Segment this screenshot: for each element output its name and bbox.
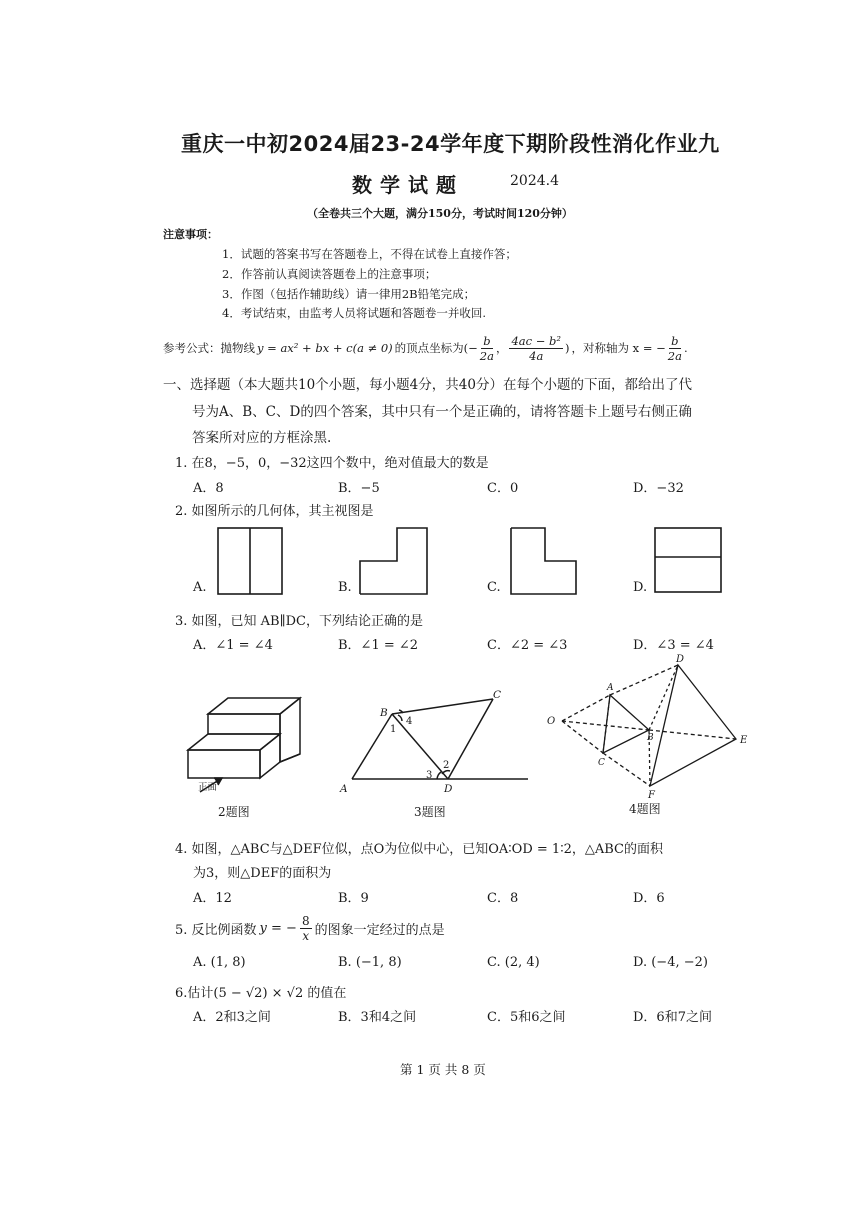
q2-option-b: B. [338, 580, 352, 595]
q5-option-d: D. (−4, −2) [633, 955, 708, 970]
comma: ， [495, 341, 508, 355]
denominator: 2a [479, 348, 494, 363]
q5-suffix: 的图象一定经过的点是 [314, 922, 445, 938]
period: . [683, 341, 688, 355]
vertex-open: (− [463, 341, 478, 355]
fig4-label-d: D [676, 654, 685, 665]
question-1-stem: 1. 在8，−5，0，−32这四个数中，绝对值最大的数是 [175, 456, 489, 471]
question-3-stem: 3. 如图，已知 AB∥DC，下列结论正确的是 [175, 614, 423, 629]
denominator: 2a [667, 348, 682, 363]
denominator: 4a [529, 348, 544, 363]
q6-option-c: C．5和6之间 [487, 1010, 566, 1025]
view-a [218, 528, 282, 594]
section-heading: 一、选择题（本大题共10个小题，每小题4分，共40分）在每个小题的下面，都给出了代 [163, 377, 692, 393]
question-4-line1: 4. 如图，△ABC与△DEF位似，点O为位似中心，已知OA∶OD = 1∶2，△ABC的面积 [175, 842, 663, 857]
numerator: b [671, 333, 679, 348]
fig3-angle-3: 3 [426, 770, 433, 781]
exam-info: （全卷共三个大题，满分150分，考试时间120分钟） [307, 207, 573, 220]
q1-option-b: B．−5 [338, 481, 380, 496]
fig4-label-c: C [598, 758, 605, 768]
note-item: 3．作图（包括作辅助线）请一律用2B铅笔完成； [222, 287, 476, 301]
note-item: 1．试题的答案书写在答题卷上，不得在试卷上直接作答； [222, 247, 517, 261]
note-item: 4．考试结束，由监考人员将试题和答题卷一并收回. [222, 306, 486, 320]
formula-equation: y = ax² + bx + c(a ≠ 0) [257, 341, 393, 355]
fig4-label-a: A [607, 683, 614, 693]
q2-option-d: D. [633, 580, 648, 595]
note-item: 2．作答前认真阅读答题卷上的注意事项； [222, 267, 437, 281]
formula-line [163, 330, 688, 366]
q5-option-b: B. (−1, 8) [338, 955, 402, 970]
q3-option-a: A．∠1 = ∠4 [193, 638, 273, 653]
fraction-b-2a [480, 334, 494, 363]
q3-option-c: C．∠2 = ∠3 [487, 638, 568, 653]
fig3-label-a: A [340, 783, 348, 795]
axis-text: ，对称轴为 x = − [571, 341, 666, 355]
q2-option-c: C. [487, 580, 501, 595]
q4-option-b: B．9 [338, 891, 369, 906]
exam-date: 2024.4 [510, 173, 559, 189]
question-2-stem: 2. 如图所示的几何体，其主视图是 [175, 504, 374, 519]
exam-subject: 数学试题 [352, 173, 464, 197]
page-title: 重庆一中初2024届23-24学年度下期阶段性消化作业九 [181, 132, 720, 156]
page-number: 第 1 页 共 8 页 [400, 1062, 486, 1077]
fig3-angle-1: 1 [390, 724, 397, 735]
fig3-angle-4: 4 [406, 716, 413, 727]
q5-option-a: A. (1, 8) [193, 955, 246, 970]
section-text: 答案所对应的方框涂黑. [192, 430, 332, 446]
figure-3-caption: 3题图 [414, 805, 446, 819]
notes-heading: 注意事项： [163, 228, 218, 241]
numerator: 8 [301, 913, 310, 928]
q1-option-a: A．8 [193, 481, 224, 496]
section-text: 号为A、B、C、D的四个答案，其中只有一个是正确的，请将答题卡上题号右侧正确 [192, 404, 692, 420]
figure-3-diagram [352, 699, 528, 779]
fig3-label-c: C [493, 689, 502, 701]
fig3-label-d: D [444, 783, 453, 795]
vertex-close: ) [565, 341, 570, 355]
fraction-4ac-b2 [509, 334, 563, 363]
q6-option-b: B．3和4之间 [338, 1010, 417, 1025]
question-6-stem: 6.估计(5 − √2) × √2 的值在 [175, 986, 347, 1001]
fig4-label-b: B [647, 733, 654, 743]
formula-middle: 的顶点坐标为 [394, 341, 464, 355]
q5-fraction [300, 914, 312, 943]
figure-4-caption: 4题图 [629, 802, 661, 816]
fig4-label-f: F [648, 790, 655, 801]
view-c [511, 528, 576, 594]
q4-option-a: A．12 [193, 891, 232, 906]
q6-option-a: A．2和3之间 [193, 1010, 271, 1025]
numerator: b [483, 333, 491, 348]
q3-option-d: D．∠3 = ∠4 [633, 638, 714, 653]
figure-2-solid [188, 698, 300, 792]
figures-row [0, 650, 860, 820]
q3-option-b: B．∠1 = ∠2 [338, 638, 419, 653]
q5-y-eq: y = − [259, 920, 297, 936]
fraction-b-2a-axis [668, 334, 682, 363]
q1-option-d: D．−32 [633, 481, 684, 496]
fig3-label-b: B [380, 707, 388, 719]
q6-option-d: D．6和7之间 [633, 1010, 712, 1025]
q4-option-c: C．8 [487, 891, 519, 906]
q5-prefix: 5. 反比例函数 [175, 922, 257, 938]
q4-option-d: D．6 [633, 891, 665, 906]
denominator: x [302, 928, 310, 943]
q2-view-options [0, 520, 860, 600]
q5-option-c: C. (2, 4) [487, 955, 540, 970]
figure-2-front-label: 正面 [198, 782, 218, 793]
figure-2-caption: 2题图 [218, 805, 250, 819]
formula-prefix: 参考公式：抛物线 [163, 341, 255, 355]
fig3-angle-2: 2 [443, 760, 450, 771]
view-d [655, 528, 721, 592]
q1-option-c: C．0 [487, 481, 519, 496]
q2-option-a: A. [193, 580, 207, 595]
question-5-stem [175, 910, 445, 946]
fig4-label-o: O [547, 716, 556, 727]
numerator: 4ac − b² [511, 333, 562, 348]
figure-4-diagram [562, 665, 736, 786]
question-4-line2: 为3，则△DEF的面积为 [193, 866, 332, 881]
view-b [360, 528, 427, 594]
fig4-label-e: E [740, 735, 748, 746]
